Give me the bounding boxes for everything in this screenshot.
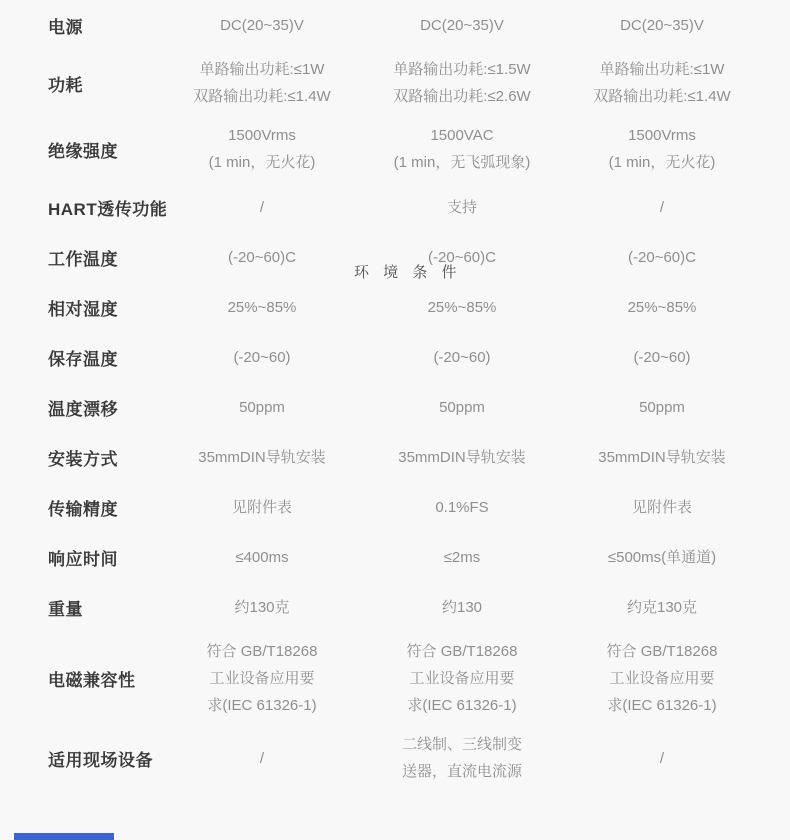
spec-cell-col3 [562,194,762,221]
spec-value: ≤500ms(单通道) [607,548,717,566]
spec-row-label: 工作温度 [48,249,118,269]
spec-cell-col2 [362,12,562,39]
spec-value: 35mmDIN导轨安装 [398,448,526,466]
spec-value: (-20~60)C [428,248,496,266]
spec-value: 见附件表 [631,498,692,516]
table-row [0,432,790,482]
spec-value: DC(20~35)V [620,16,704,34]
spec-cell-col1 [162,244,362,271]
spec-cell-col1 [162,544,362,571]
table-row [0,332,790,382]
spec-cell-col2 [362,594,562,621]
spec-cell-col3 [562,294,762,321]
spec-cell-col1 [162,194,362,221]
spec-value: 约130 [441,598,483,616]
spec-value: (-20~60)C [228,248,296,266]
spec-value: 约克130克 [626,598,698,616]
spec-value: 双路输出功耗:≤2.6W [393,88,531,105]
spec-cell-col1 [162,344,362,371]
spec-row-label: 传输精度 [48,499,118,519]
spec-value: 符合 GB/T18268 [206,643,318,660]
spec-value: ≤2ms [443,548,481,566]
spec-cell-col1 [162,122,362,176]
spec-cell-col3 [562,56,762,110]
spec-value: 双路输出功耗:≤1.4W [193,88,331,105]
spec-cell-col3 [562,444,762,471]
spec-value: 符合 GB/T18268 [606,643,718,660]
spec-value: (-20~60) [433,348,491,366]
spec-value: 求(IEC 61326-1) [407,697,517,714]
table-row [0,116,790,182]
spec-value: 工业设备应用要 [609,670,715,687]
table-row [0,50,790,116]
table-row [0,632,790,725]
spec-cell-col1 [162,638,362,719]
spec-value: (-20~60) [633,348,691,366]
spec-value: 送器，直流电流源 [401,763,522,780]
spec-row-label: 重量 [48,599,83,619]
spec-cell-col3 [562,544,762,571]
environment-conditions-watermark: 环 境 条 件 [354,264,462,281]
spec-cell-col2 [362,444,562,471]
spec-value: 见附件表 [231,498,292,516]
spec-cell-col1 [162,494,362,521]
spec-value: 工业设备应用要 [409,670,515,687]
spec-cell-col3 [562,344,762,371]
spec-cell-col2 [362,731,562,785]
spec-value: 单路输出功耗:≤1W [199,61,325,78]
spec-row-label: 功耗 [48,75,83,95]
spec-cell-col1 [162,294,362,321]
spec-cell-col1 [162,394,362,421]
spec-value: 25%~85% [627,298,697,316]
spec-cell-col2 [362,494,562,521]
spec-cell-col3 [562,244,762,271]
table-row [0,532,790,582]
spec-value: 约130克 [234,598,290,616]
spec-value: / [659,198,665,216]
spec-value: 二线制、三线制变 [401,736,522,753]
spec-value: 工业设备应用要 [209,670,315,687]
table-row [0,382,790,432]
spec-value: 单路输出功耗:≤1W [599,61,725,78]
spec-cell-col3 [562,638,762,719]
table-row [0,0,790,50]
spec-cell-col2 [362,638,562,719]
spec-cell-col3 [562,122,762,176]
spec-value: DC(20~35)V [220,16,304,34]
spec-value: 35mmDIN导轨安装 [598,448,726,466]
spec-cell-col2 [362,394,562,421]
spec-cell-col3 [562,12,762,39]
spec-value: 支持 [446,198,477,216]
spec-value: / [659,749,665,767]
spec-row-label: 电源 [48,17,83,37]
spec-value: / [259,749,265,767]
spec-value: / [259,198,265,216]
spec-row-label: 保存温度 [48,349,118,369]
spec-value: 50ppm [239,398,285,416]
spec-value: 求(IEC 61326-1) [607,697,717,714]
spec-cell-col1 [162,594,362,621]
spec-value: 单路输出功耗:≤1.5W [393,61,531,78]
spec-row-label: 响应时间 [48,549,118,569]
spec-cell-col2 [362,194,562,221]
spec-row-label: 温度漂移 [48,399,118,419]
spec-value: 25%~85% [427,298,497,316]
spec-cell-col1 [162,745,362,772]
spec-cell-col1 [162,12,362,39]
spec-cell-col2 [362,122,562,176]
spec-value: (1 min，无火花) [608,154,716,171]
spec-cell-col3 [562,494,762,521]
spec-row-label: 相对湿度 [48,299,118,319]
spec-row-label: 电磁兼容性 [48,671,136,690]
spec-row-label: 适用现场设备 [48,750,153,770]
spec-value: 符合 GB/T18268 [406,643,518,660]
spec-cell-col3 [562,594,762,621]
table-row [0,182,790,232]
spec-value: 50ppm [439,398,485,416]
spec-value: 双路输出功耗:≤1.4W [593,88,731,105]
spec-value: 求(IEC 61326-1) [207,697,317,714]
spec-value: 0.1%FS [435,498,489,516]
spec-value: 1500Vrms [228,127,296,144]
spec-cell-col3 [562,745,762,772]
table-row [0,482,790,532]
spec-cell-col2 [362,544,562,571]
spec-row-label: 安装方式 [48,449,118,469]
spec-value: 50ppm [639,398,685,416]
spec-value: DC(20~35)V [420,16,504,34]
spec-value: 35mmDIN导轨安装 [198,448,326,466]
spec-cell-col2 [362,294,562,321]
spec-row-label: HART透传功能 [48,199,168,219]
spec-cell-col1 [162,444,362,471]
spec-value: (-20~60)C [628,248,696,266]
spec-cell-col2 [362,56,562,110]
spec-value: (1 min，无飞弧现象) [393,154,531,171]
table-row [0,725,790,791]
table-row [0,582,790,632]
spec-cell-col1 [162,56,362,110]
spec-value: 1500Vrms [628,127,696,144]
spec-cell-col3 [562,394,762,421]
spec-cell-col2 [362,344,562,371]
spec-value: ≤400ms [235,548,289,566]
spec-value: (1 min，无火花) [208,154,316,171]
spec-value: 1500VAC [430,127,494,144]
spec-row-label: 绝缘强度 [48,141,118,161]
bottom-accent-bar [14,833,114,840]
spec-value: 25%~85% [227,298,297,316]
table-row [0,282,790,332]
spec-value: (-20~60) [233,348,291,366]
